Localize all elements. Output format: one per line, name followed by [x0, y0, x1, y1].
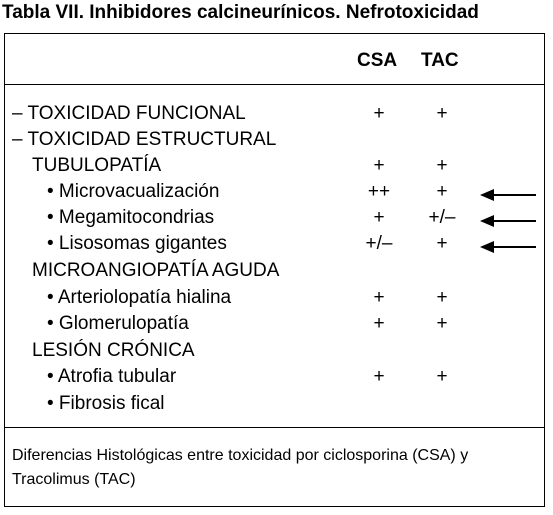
- left-arrow-icon: [480, 241, 536, 253]
- row-value-tac: +: [436, 155, 448, 176]
- row-value-csa: +: [373, 103, 385, 124]
- row-label: TUBULOPATÍA: [32, 155, 162, 176]
- left-arrow-icon: [480, 189, 536, 201]
- row-label: – TOXICIDAD ESTRUCTURAL: [12, 129, 277, 150]
- row-value-csa: ++: [367, 181, 391, 202]
- row-value-tac: +: [436, 181, 448, 202]
- row-value-tac: +: [436, 287, 448, 308]
- table-row: [0, 393, 553, 419]
- row-label: LESIÓN CRÓNICA: [32, 340, 195, 361]
- table-row: [0, 340, 553, 366]
- column-header-tac: TAC: [421, 50, 459, 71]
- table-caption: Diferencias Histológicas entre toxicidad por ciclosporina (CSA) y Tracolimus (TAC): [12, 447, 469, 488]
- row-value-csa: +: [373, 366, 385, 387]
- row-label: • Microvacualización: [47, 181, 220, 202]
- table-row: [0, 207, 553, 233]
- row-value-csa: +: [373, 287, 385, 308]
- row-label: • Lisosomas gigantes: [47, 233, 227, 254]
- row-value-csa: +: [373, 207, 385, 228]
- row-value-tac: +: [436, 103, 448, 124]
- row-label: • Atrofia tubular: [47, 366, 177, 387]
- table-row: [0, 260, 553, 286]
- row-value-tac: +: [436, 313, 448, 334]
- table-row: [0, 181, 553, 207]
- row-label: MICROANGIOPATÍA AGUDA: [32, 260, 280, 281]
- table-row: [0, 129, 553, 155]
- row-label: • Megamitocondrias: [47, 207, 215, 228]
- row-label: – TOXICIDAD FUNCIONAL: [12, 103, 246, 124]
- table-title: Tabla VII. Inhibidores calcineurínicos. Nefrotoxicidad: [2, 2, 479, 23]
- row-label: • Glomerulopatía: [47, 313, 189, 334]
- row-value-tac: +: [436, 366, 448, 387]
- caption-divider: [5, 427, 544, 428]
- left-arrow-icon: [480, 215, 536, 227]
- row-value-tac: +/–: [428, 207, 456, 228]
- row-label: • Arteriolopatía hialina: [47, 287, 232, 308]
- row-label: • Fibrosis fical: [47, 393, 165, 414]
- row-value-csa: +: [373, 155, 385, 176]
- header-divider: [5, 84, 544, 85]
- row-value-csa: +: [373, 313, 385, 334]
- table-row: [0, 313, 553, 339]
- column-header-csa: CSA: [357, 50, 398, 71]
- table-row: [0, 103, 553, 129]
- row-value-csa: +/–: [365, 233, 393, 254]
- table-row: [0, 155, 553, 181]
- table-row: [0, 287, 553, 313]
- row-value-tac: +: [436, 233, 448, 254]
- table-row: [0, 366, 553, 392]
- table-row: [0, 233, 553, 259]
